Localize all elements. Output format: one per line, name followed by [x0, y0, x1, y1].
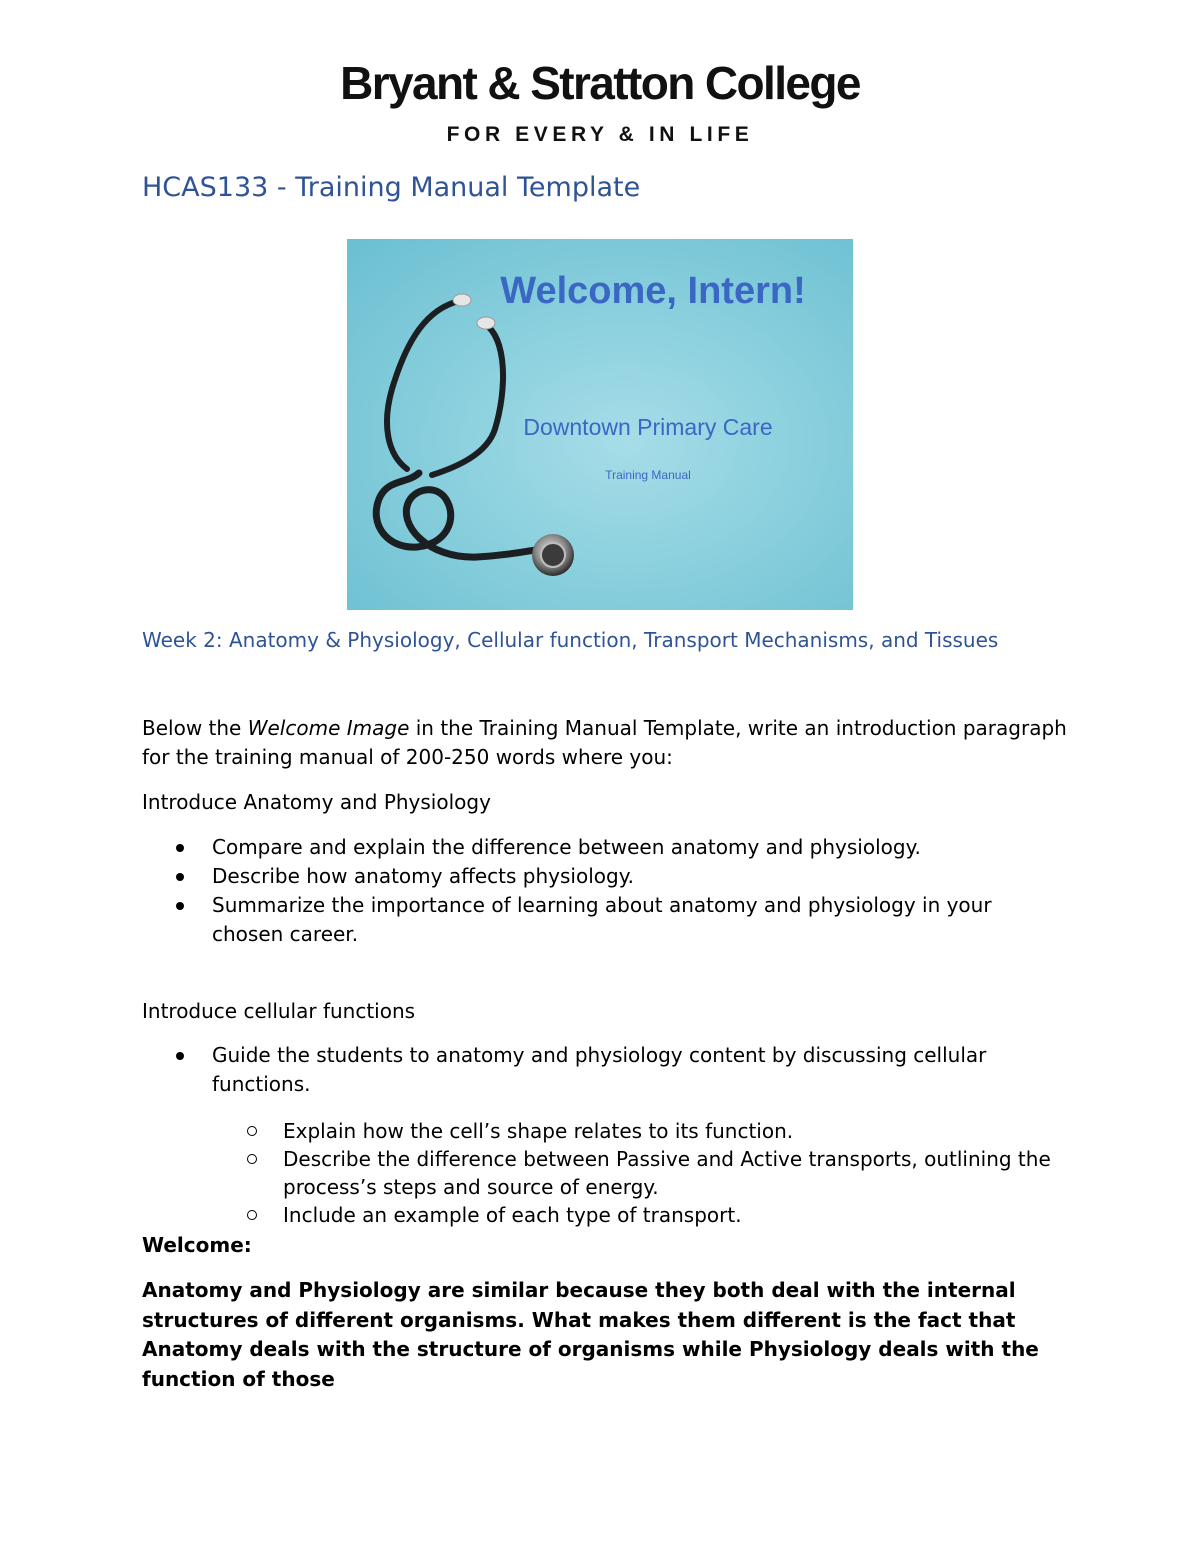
bullet-icon	[176, 902, 184, 910]
hollow-bullet-icon	[247, 1126, 257, 1136]
list-item-text: Compare and explain the difference between anatomy and physiology.	[212, 835, 921, 859]
list-item	[0, 1201, 1053, 1229]
list-item-text: Explain how the cell’s shape relates to its function.	[283, 1119, 794, 1143]
section2-sub-bullet-list	[0, 1117, 1053, 1229]
intro-emphasis: Welcome Image	[247, 716, 410, 740]
image-heading: Welcome, Intern!	[500, 270, 806, 312]
bullet-icon	[176, 1052, 184, 1060]
list-item	[0, 862, 1052, 891]
list-item	[0, 1117, 1053, 1145]
intro-text-before: Below the	[142, 716, 248, 740]
welcome-body-text: Anatomy and Physiology are similar because they both deal with the internal structures of different organisms. What makes them different is the fact that Anatomy deals with the structure of organisms while Physiology deals with the function of those	[142, 1278, 1039, 1391]
list-item-text: Include an example of each type of transport.	[283, 1203, 742, 1227]
welcome-image	[347, 239, 853, 610]
welcome-image-art	[347, 239, 853, 610]
list-item-text: Summarize the importance of learning about anatomy and physiology in your chosen career.	[212, 893, 992, 946]
list-item	[0, 833, 1052, 862]
list-item-text: Describe how anatomy affects physiology.	[212, 864, 635, 888]
week-heading: Week 2: Anatomy & Physiology, Cellular function, Transport Mechanisms, and Tissues	[142, 628, 999, 652]
bullet-icon	[176, 844, 184, 852]
section2-heading: Introduce cellular functions	[142, 999, 416, 1023]
intro-text-after: in the Training Manual Template, write an introduction paragraph for the training manual of 200-250 words where you:	[142, 716, 1067, 769]
ear-tip-icon	[453, 294, 471, 306]
welcome-label: Welcome:	[142, 1233, 252, 1257]
bullet-icon	[176, 873, 184, 881]
list-item-text: Describe the difference between Passive and Active transports, outlining the process’s steps and source of energy.	[283, 1147, 1051, 1199]
section2-bullet-list	[0, 1041, 1052, 1099]
list-item	[0, 1145, 1053, 1201]
image-caption: Training Manual	[605, 468, 691, 482]
image-subheading: Downtown Primary Care	[523, 414, 773, 440]
intro-paragraph	[142, 714, 1082, 772]
college-logo-title: Bryant & Stratton College	[340, 57, 860, 109]
list-item	[0, 891, 1052, 949]
college-logo-tagline: FOR EVERY & IN LIFE	[446, 123, 754, 146]
diaphragm-icon	[541, 543, 565, 567]
section1-heading: Introduce Anatomy and Physiology	[142, 790, 491, 814]
document-title: HCAS133 - Training Manual Template	[142, 172, 641, 203]
hollow-bullet-icon	[247, 1210, 257, 1220]
section1-bullet-list	[0, 833, 1052, 949]
hollow-bullet-icon	[247, 1154, 257, 1164]
list-item	[0, 1041, 1052, 1099]
ear-tip-icon	[477, 317, 495, 329]
list-item-text: Guide the students to anatomy and physiology content by discussing cellular functions.	[212, 1043, 987, 1096]
